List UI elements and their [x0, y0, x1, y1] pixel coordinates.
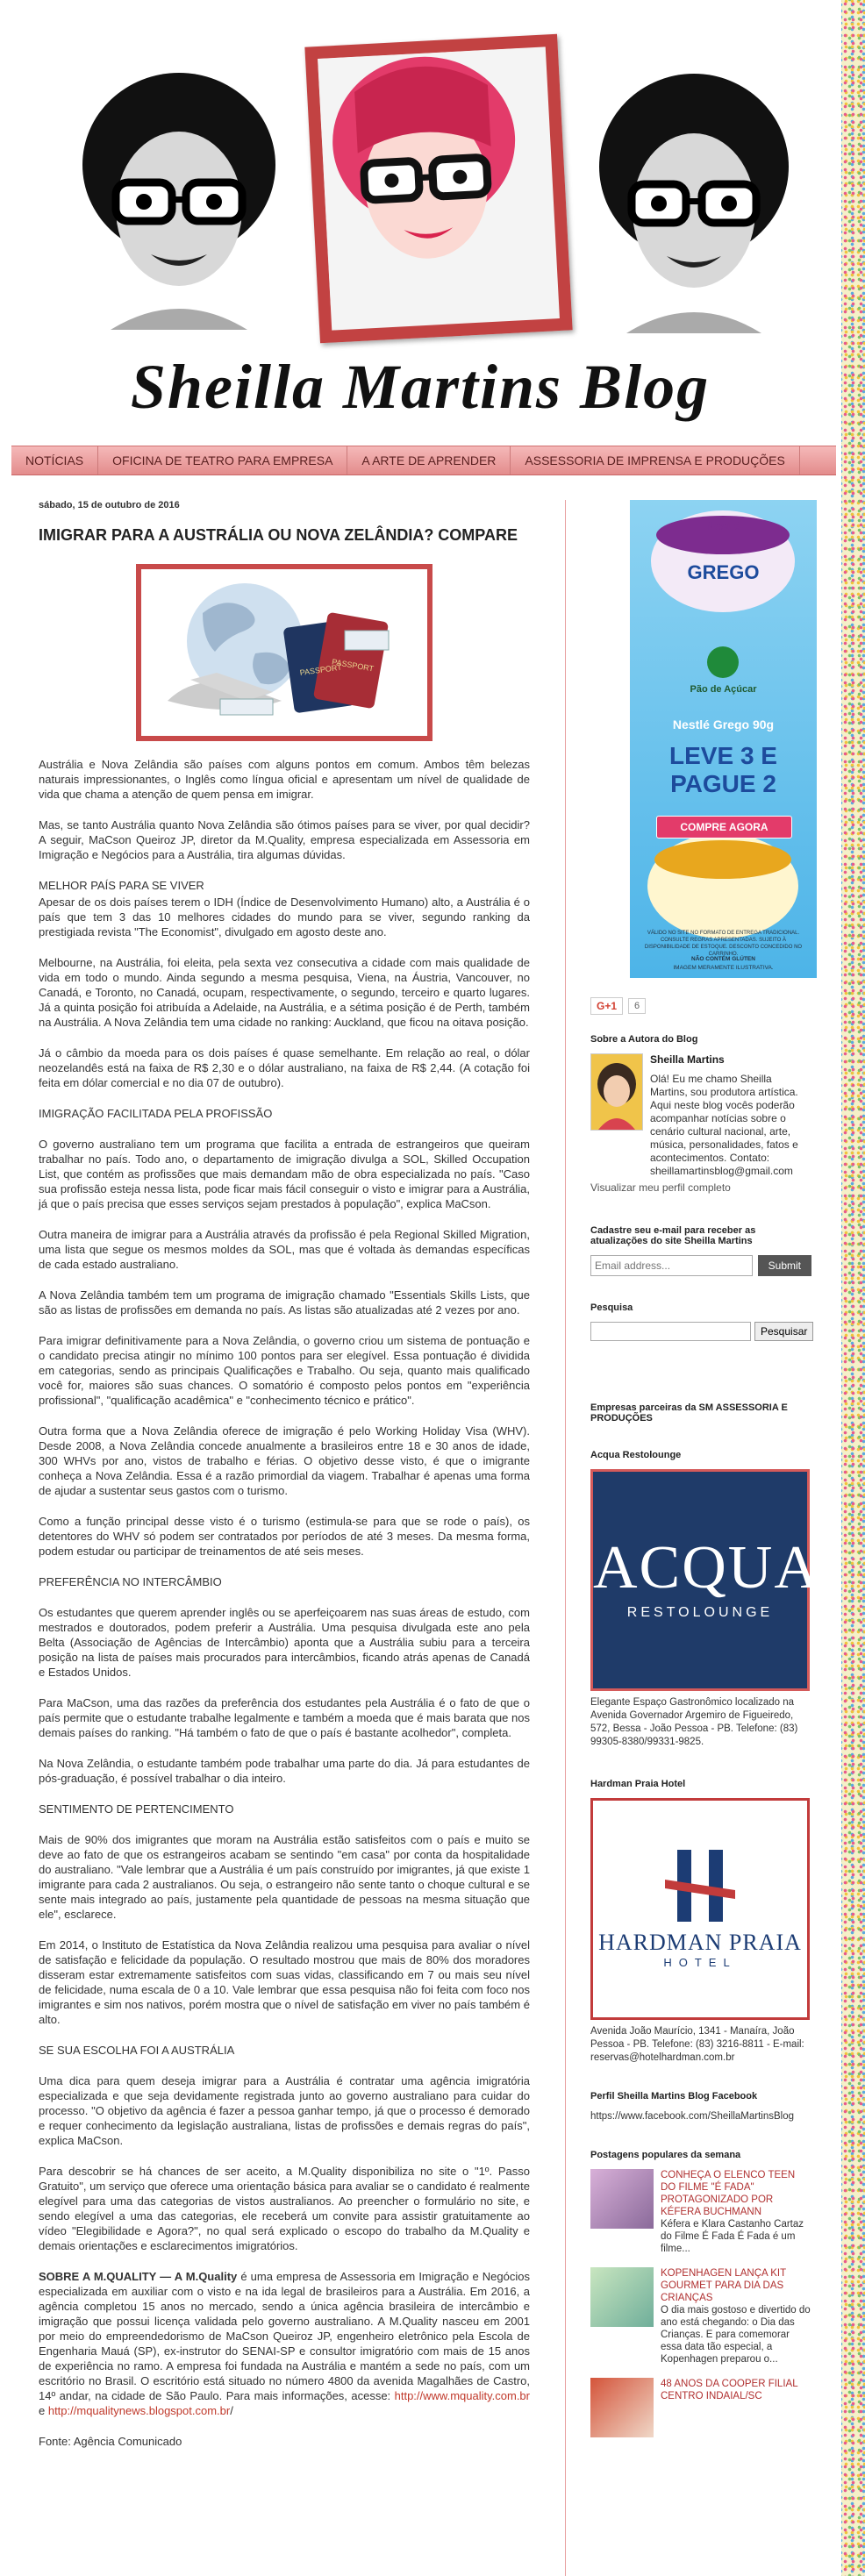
popular-post-snippet: Kéfera e Klara Castanho Cartaz do Filme É Fada É Fada é um filme... — [661, 2219, 804, 2254]
mquality-site-link[interactable]: http://www.mquality.com.br — [394, 2389, 530, 2402]
subscribe-widget-title: Cadastre seu e-mail para receber as atualizações do site Sheilla Martins — [590, 1225, 756, 1246]
nav-item-a-arte-de-aprender[interactable]: A ARTE DE APRENDER — [347, 446, 511, 475]
facebook-profile-link[interactable]: https://www.facebook.com/SheillaMartinsBlog — [590, 2111, 795, 2122]
post-paragraph: Para descobrir se há chances de ser aceito, a M.Quality disponibiliza no site o "1º. Passo Gratuito", um serviço que oferece uma orientação básica para avaliar se o candidato é realmente elegível para uma das categorias de vistos australianos. Ao preencher o formulário no site, e sendo elegível a uma das categorias, ele receberá um convite para assistir gratuitamente ao vídeo "Elegibilidade e Agora?", no qual será explicado o escopo do trabalho da M.Quality e demais orientações e esclarecimentos imigratórios. — [39, 2165, 530, 2252]
blog-header — [0, 0, 840, 443]
acqua-description: Elegante Espaço Gastronômico localizado na Avenida Governador Argemiro de Figueiredo, 572, Bessa - João Pessoa - PB. Telefone: (83) 99305-8380/99331-9825. — [590, 1697, 798, 1747]
post-title[interactable]: IMIGRAR PARA A AUSTRÁLIA OU NOVA ZELÂNDIA? COMPARE — [39, 526, 518, 544]
post-paragraph: Como a função principal desse visto é o turismo (estimula-se para que se rode o país), os detentores do WHV só podem ser contratados por períodos de até 3 meses. Da mesma forma, podem estudar ou participar de treinamentos de até seis meses. — [39, 1515, 530, 1558]
hardman-h-mark-icon — [665, 1850, 735, 1922]
popular-post-thumbnail[interactable] — [590, 2378, 654, 2437]
popular-posts-title: Postagens populares da semana — [590, 2150, 741, 2160]
hardman-description: Avenida João Maurício, 1341 - Manaíra, João Pessoa - PB. Telefone: (83) 3216-8811 - E-mail: reservas@hotelhardman.com.br — [590, 2026, 804, 2063]
author-avatar[interactable] — [590, 1053, 643, 1131]
blog-title[interactable]: Sheilla Martins Blog — [130, 352, 711, 422]
about-mquality-text: é uma empresa de Assessoria em Imigração e Negócios especializada em auxiliar com o visto e na ida legal de brasileiros para a Austrália. Em 2016, a agência completou 15 anos no mercado, sendo a única agência brasileira de intercâmbio e imigração que possui licença validada pelo governo australiano. A M.Quality nasceu em 2001 por meio do empreendedorismo de MaCson Queiroz JP, engenheiro eletrônico pela Escola de Engenharia Mauá (SP), ex-instrutor do SENAI-SP e consultor imigratório com mais de 15 anos de experiência no ramo. A empresa foi fundada na Austrália e mantém a sede no país, com um escritório no Brasil. O escritório está situado no número 4800 da avenida Magalhães de Castro, 14º andar, na cidade de São Paulo. Para mais informações, acesse: — [39, 2270, 530, 2402]
popular-post-title[interactable]: KOPENHAGEN LANÇA KIT GOURMET PARA DIA DAS CRIANÇAS — [661, 2268, 786, 2303]
sidebar-advertisement[interactable] — [630, 500, 817, 978]
header-portrait-right — [593, 68, 795, 333]
post-paragraph: Para MaCson, uma das razões da preferência dos estudantes pela Austrália é o fato de que o país permite que o estudante trabalhe legalmente e também a moeda que é mais barata que nos demais países do ranking. "Há também o fato de que o país é bastante acolhedor", completa. — [39, 1696, 530, 1739]
acqua-logo-sub: RESTOLOUNGE — [626, 1605, 774, 1620]
acqua-logo-main: ACQUA — [593, 1534, 820, 1602]
submit-button[interactable]: Submit — [758, 1255, 811, 1276]
ad-brand-top: Nestlé — [705, 519, 741, 532]
ad-offer: LEVE 3 E PAGUE 2 — [669, 742, 777, 797]
popular-post-item — [590, 2267, 811, 2365]
ad-cta-button[interactable]: COMPRE AGORA — [656, 816, 792, 838]
partners-title: Empresas parceiras da SM ASSESSORIA E PRODUÇÕES — [590, 1402, 788, 1424]
popular-post-snippet: O dia mais gostoso e divertido do ano está chegando: o Dia das Crianças. E para comemorar essa data tão especial, a Kopenhagen preparou o... — [661, 2305, 811, 2365]
post-subheading: SE SUA ESCOLHA FOI A AUSTRÁLIA — [39, 2044, 235, 2057]
post-paragraph: Outra maneira de imigrar para a Austrália através da profissão é pela Regional Skilled Migration, uma lista que segue os mesmos moldes da SOL, mas que é voltada às demandas específicas de cada estado australiano. — [39, 1228, 530, 1271]
column-divider — [565, 500, 566, 2576]
author-name[interactable]: Sheilla Martins — [650, 1053, 725, 1066]
facebook-widget-title: Perfil Sheilla Martins Blog Facebook — [590, 2091, 758, 2101]
post-paragraph: Apesar de os dois países terem o IDH (Índice de Desenvolvimento Humano) alto, a Austrália é o país que tem 3 das 10 melhores cidades do mundo para se viver, segundo ranking da prestigiada revista "The Economist", divulgado em agosto deste ano. — [39, 896, 530, 938]
post-subheading: IMIGRAÇÃO FACILITADA PELA PROFISSÃO — [39, 1107, 273, 1120]
popular-post-title[interactable]: 48 ANOS DA COOPER FILIAL CENTRO INDAIAL/SC — [661, 2379, 798, 2401]
link-separator: e — [39, 2404, 48, 2417]
google-plus-share — [590, 997, 811, 1015]
post-paragraph: Para imigrar definitivamente para a Nova Zelândia, o governo criou um sistema de pontuação e o candidato precisa atingir no mínimo 100 pontos para ser elegível. Essa pontuação é dividida em categorias, sendo as principais Qualificações e Trabalho. Ou seja, quanto mais qualificado você for, maiores são suas chances. O somatório é composto pelos pontos em "experiência profissional", "qualificação acadêmica" e "conhecimento técnico e prático". — [39, 1334, 530, 1407]
author-about: Olá! Eu me chamo Sheilla Martins, sou produtora artística. Aqui neste blog vocês poderão acompanhar notícias sobre o cenário cultural nacional, arte, música, personalidades, fatos e acontecimentos. Contato: sheillamartinsblog@gmail.com — [650, 1073, 798, 1177]
link-end: / — [230, 2404, 233, 2417]
popular-post-thumbnail[interactable] — [590, 2267, 654, 2327]
mquality-news-link[interactable]: http://mqualitynews.blogspot.com.br — [47, 2404, 231, 2417]
post-image — [136, 564, 432, 741]
header-portrait-left — [75, 68, 282, 330]
post-paragraph: Mais de 90% dos imigrantes que moram na Austrália estão satisfeitos com o país e muito se deve ao fato de que os estrangeiros acabam se sentindo "em casa" por conta da hospitalidade do australiano. "Vale lembrar que a Austrália é um país construído por imigrantes, já que existe 1 imigrante para cada 2 australianos. Ou seja, o estrangeiro não sente tanto o choque cultural e se sente mais integrado ao país, justamente pela quantidade de pessoas na mesma situação que ele", esclarece. — [39, 1833, 530, 1921]
ad-store-logo: Pão de Açúcar — [690, 684, 757, 695]
header-portrait-center — [304, 34, 572, 344]
popular-post-item — [590, 2378, 811, 2437]
post-paragraph: A Nova Zelândia também tem um programa de imigração chamado "Essentials Skills Lists, que são as listas de profissões em demanda no país. As listas são atualizadas até 2 vezes por ano. — [39, 1288, 530, 1317]
post-paragraph: Austrália e Nova Zelândia são países com alguns pontos em comum. Ambos têm belezas naturais impressionantes, o Inglês como língua oficial e apresentam um nível de qualidade de vida que chama a atenção de quem pensa em imigrar. — [39, 758, 530, 801]
post-paragraph: Na Nova Zelândia, o estudante também pode trabalhar uma parte do dia. Já para estudantes de pós-graduação, é possível trabalhar o dia inteiro. — [39, 1757, 530, 1785]
post-body — [39, 757, 530, 2449]
nav-item-assessoria-de-imprensa[interactable]: ASSESSORIA DE IMPRENSA E PRODUÇÕES — [511, 446, 799, 475]
about-mquality-lead: SOBRE A M.QUALITY — A M.Quality — [39, 2270, 238, 2283]
post-date: sábado, 15 de outubro de 2016 — [39, 500, 180, 510]
popular-post-item — [590, 2169, 811, 2255]
email-input[interactable] — [590, 1255, 753, 1276]
passport-label-red: PASSPORT — [331, 657, 375, 674]
acqua-restolounge-logo[interactable] — [590, 1469, 820, 1691]
post-paragraph: Outra forma que a Nova Zelândia oferece de imigração é pelo Working Holiday Visa (WHV). Desde 2008, a Nova Zelândia concede anualmente a brasileiros entre 18 e 30 anos de idade, 300 WHVs por ano, vistos de trabalho e férias. O objetivo desse visto, é que o imigrante conheça a Nova Zelândia. Essa é a razão primordial da viagem. Trabalhar é apenas uma forma de ajudar a sustentar seus gastos com o turismo. — [39, 1424, 530, 1497]
hardman-logo-sub: HOTEL — [663, 1956, 737, 1969]
hardman-widget-title: Hardman Praia Hotel — [590, 1779, 686, 1789]
search-input[interactable] — [590, 1322, 751, 1341]
passport-label-blue: PASSPORT — [299, 662, 343, 678]
hardman-logo-main: HARDMAN PRAIA — [598, 1930, 802, 1955]
search-button[interactable]: Pesquisar — [754, 1322, 813, 1341]
nav-item-noticias[interactable]: NOTÍCIAS — [11, 446, 98, 475]
ad-gluten-note: NÃO CONTÉM GLÚTEN — [691, 956, 755, 962]
post-paragraph: Já o câmbio da moeda para os dois países é quase semelhante. Em relação ao real, o dólar neozelandês está na faixa de R$ 2,30 e o dólar australiano, na faixa de R$ 2,44. (A cotação foi feita em dólar comercial e no dia 07 de outubro). — [39, 1046, 530, 1089]
post-source: Fonte: Agência Comunicado — [39, 2435, 182, 2448]
main-navigation — [11, 446, 836, 475]
post-paragraph-about-mquality — [39, 2269, 530, 2418]
acqua-widget-title: Acqua Restolounge — [590, 1450, 682, 1460]
ad-headline: Nestlé Grego 90g — [672, 717, 775, 731]
post-subheading: SENTIMENTO DE PERTENCIMENTO — [39, 1802, 234, 1816]
search-form — [590, 1322, 811, 1341]
post-paragraph: Uma dica para quem deseja imigrar para a Austrália é contratar uma agência imigratória especializada e que seja devidamente registrada junto ao governo australiano para cuidar do processo. "O objetivo da agência é fazer a pessoa ganhar tempo, já que o processo é demorado e requer conhecimento da legislação australiana, listas de profissões e demais regras do país", explica MaCson. — [39, 2074, 530, 2147]
subscribe-form — [590, 1255, 811, 1276]
popular-post-title[interactable]: CONHEÇA O ELENCO TEEN DO FILME "É FADA" PROTAGONIZADO POR KÉFERA BUCHMANN — [661, 2170, 796, 2217]
search-widget-title: Pesquisa — [590, 1302, 633, 1313]
author-widget-title: Sobre a Autora do Blog — [590, 1034, 698, 1045]
author-profile-link[interactable]: Visualizar meu perfil completo — [590, 1181, 731, 1194]
post-paragraph: O governo australiano tem um programa que facilita a entrada de estrangeiros que queiram trabalhar no país. Todo ano, o departamento de imigração divulga a SOL, Skilled Occupation List, que contém as profissões que mais demandam mão de obra especializada no país. "Caso sua profissão esteja nessa lista, pode ficar mais fácil conseguir o visto e imigrar para a Austrália, já que o país precisa que esses serviços sejam prestados à população", explica MaCson. — [39, 1138, 530, 1210]
popular-post-thumbnail[interactable] — [590, 2169, 654, 2229]
main-content — [39, 500, 530, 2465]
ad-product: GREGO — [687, 561, 760, 583]
post-paragraph: Melbourne, na Austrália, foi eleita, pela sexta vez consecutiva a cidade com mais qualidade de vida em todo o mundo. Ainda segundo a mesma pesquisa, Viena, na Áustria, Vancouver, no Canadá, e Toronto, no Canadá, ocupam, respectivamente, o segundo, terceiro e quarto lugares. Já a quinta posição foi atribuída a Adelaide, na Austrália, e a sétima posição é de Perth, também na Austrália. A Nova Zelândia tem uma cidade no ranking: Auckland, que ficou na oitava posição. — [39, 956, 530, 1029]
ad-fine-print: VÁLIDO NO SITE NO FORMATO DE ENTREGA TRADICIONAL. CONSULTE REGRAS APRESENTADAS. SUJEITO À DISPONIBILIDADE DE ESTOQUE. DESCONTO CONCEDIDO NO CARRINHO. — [644, 931, 803, 957]
sidebar — [590, 500, 820, 2450]
google-plus-count: 6 — [628, 998, 646, 1014]
ad-illustrative-note: IMAGEM MERAMENTE ILUSTRATIVA. — [673, 965, 774, 971]
post-subheading: MELHOR PAÍS PARA SE VIVER — [39, 879, 204, 892]
author-widget — [590, 1053, 811, 1178]
google-plus-button[interactable]: G+1 — [590, 997, 623, 1015]
post-subheading: PREFERÊNCIA NO INTERCÂMBIO — [39, 1575, 222, 1588]
decorative-side-border — [841, 0, 865, 2576]
hardman-praia-hotel-logo[interactable] — [590, 1798, 810, 2020]
post-paragraph: Em 2014, o Instituto de Estatística da Nova Zelândia realizou uma pesquisa para avaliar o nível de satisfação e felicidade da população. O resultado mostrou que mais de 80% dos moradores disseram estar extremamente satisfeitos com suas vidas, classificando em 7 ou mais seu nível de felicidade, numa escala de 0 a 10. Vale lembrar que essa pesquisa não foi feita com foco nos imigrantes e sim nos nativos, porém mostra que o nível de satisfação em viver no país também é alto. — [39, 1938, 530, 2026]
post-paragraph: Os estudantes que querem aprender inglês ou se aperfeiçoarem nas suas áreas de estudo, com mestrados e doutorados, podem preferir a Austrália. Uma pesquisa divulgada este ano pela Belta (Associação de Agências de Intercâmbio) aponta que a Austrália subiu para a terceira posição na lista de países mais procurados para intercâmbios, ficando atrás apenas de Canadá e Estados Unidos. — [39, 1606, 530, 1679]
post-paragraph: Mas, se tanto Austrália quanto Nova Zelândia são ótimos países para se viver, por qual decidir? A seguir, MaCson Queiroz JP, diretor da M.Quality, empresa especializada em Assessoria em Imigração e Negócios para a Austrália, tira algumas dúvidas. — [39, 818, 530, 861]
nav-item-oficina-de-teatro[interactable]: OFICINA DE TEATRO PARA EMPRESA — [98, 446, 347, 475]
